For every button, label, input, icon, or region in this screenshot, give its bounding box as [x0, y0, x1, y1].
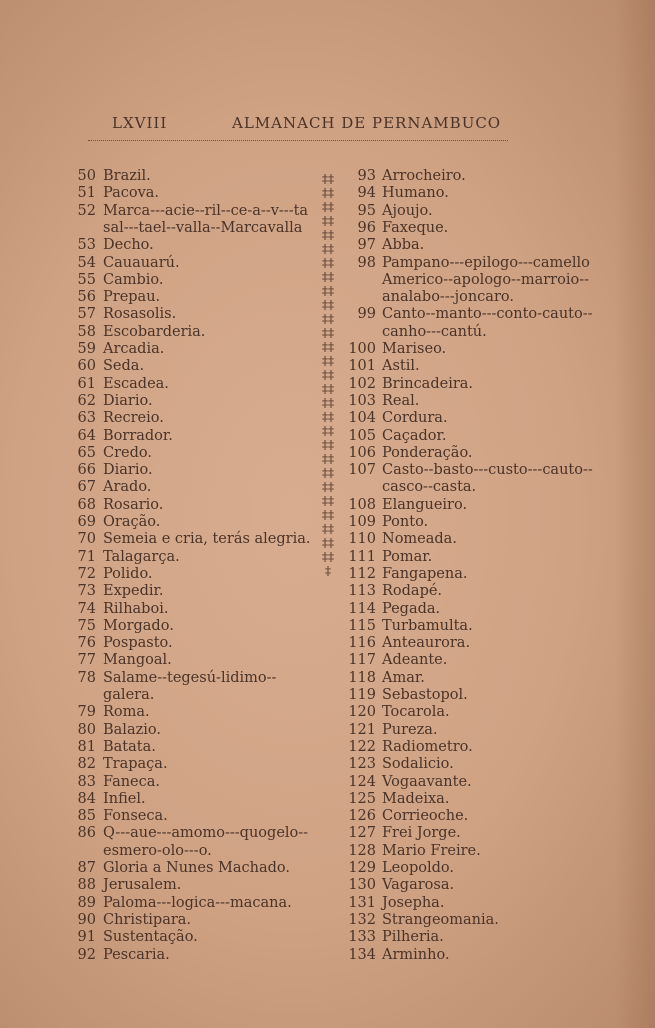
entry-number: 90	[77, 911, 96, 928]
page-edge-shadow	[615, 0, 655, 1028]
entry-number: 132	[348, 911, 376, 928]
entry-number: 60	[77, 358, 96, 375]
entry-number: 80	[77, 721, 96, 738]
entry-text: analabo---joncaro.	[382, 289, 514, 306]
entry-number: 65	[77, 444, 96, 461]
entry-number: 116	[348, 635, 376, 652]
entry-number: 92	[77, 946, 96, 963]
entry-number: 83	[77, 773, 96, 790]
entry-text: Diario.	[103, 392, 153, 409]
entry-text: Decho.	[103, 237, 154, 254]
entry-text: Frei Jorge.	[382, 825, 461, 842]
entry-text: Nomeada.	[382, 531, 457, 548]
entry-text: Borrador.	[103, 427, 173, 444]
entry-number: 57	[77, 306, 96, 323]
entry-text: Sebastopol.	[382, 687, 468, 703]
entry-text: Faxeque.	[382, 219, 449, 236]
entry-number: 78	[77, 669, 96, 686]
entry-number: 104	[348, 410, 376, 427]
entry-text: Casto--basto---custo---cauto--	[382, 462, 593, 479]
entry-text: Americo--apologo--marroio--	[382, 271, 590, 288]
entry-text: casco--casta.	[382, 479, 477, 496]
entry-number: 81	[77, 738, 96, 755]
entry-number: 123	[348, 756, 376, 773]
entry-number: 129	[348, 860, 376, 876]
entry-text: Morgado.	[103, 617, 174, 634]
entry-text: Recreio.	[103, 410, 164, 427]
entry-number: 130	[348, 877, 376, 894]
entry-number: 71	[77, 548, 96, 565]
entry-text: Rosasolis.	[103, 306, 177, 323]
entry-number: 117	[348, 652, 376, 669]
entry-number: 125	[348, 790, 376, 807]
entry-number: 88	[77, 877, 96, 894]
entry-number: 124	[348, 773, 376, 790]
entry-number: 58	[77, 323, 96, 340]
entry-number: 54	[77, 254, 96, 271]
entry-text: Jerusalem.	[103, 877, 182, 894]
entry-text: Arcadia.	[103, 341, 165, 357]
entry-number: 56	[77, 289, 96, 306]
entry-text: Sustentação.	[103, 929, 198, 946]
entry-number: 93	[357, 168, 376, 184]
entry-text: Canto--manto---conto-cauto--	[382, 306, 593, 323]
entry-text: Diario.	[103, 462, 153, 479]
entry-number: 67	[77, 479, 96, 496]
entry-number: 84	[77, 790, 96, 807]
entry-number: 128	[348, 842, 376, 859]
page-header	[0, 114, 655, 138]
entry-text: Semeia e cria, terás alegria.	[103, 531, 311, 548]
entry-number: 105	[348, 427, 376, 444]
entry-text: galera.	[103, 687, 155, 703]
entry-text: Radiometro.	[382, 738, 473, 755]
entry-number: 55	[77, 271, 96, 288]
entry-text: Pomar.	[382, 548, 433, 565]
entry-text: Brincadeira.	[382, 375, 474, 392]
entry-number: 127	[348, 825, 376, 842]
entry-text: esmero-olo---o.	[103, 842, 212, 859]
entry-number: 109	[348, 514, 376, 530]
entry-number: 52	[77, 202, 96, 219]
entry-number: 62	[77, 392, 96, 409]
entry-number: 111	[348, 548, 376, 565]
entry-number: 97	[357, 237, 376, 254]
entry-text: Adeante.	[382, 652, 448, 669]
entry-number: 87	[77, 860, 96, 876]
entry-text: Ajoujo.	[382, 202, 433, 219]
entry-number: 107	[348, 462, 376, 479]
entry-number: 113	[348, 583, 376, 600]
entry-text: Arrocheiro.	[382, 168, 466, 184]
entry-text: Abba.	[382, 237, 425, 254]
entry-text: Vagarosa.	[382, 877, 455, 894]
entry-text: Polido.	[103, 565, 153, 582]
entry-text: Humano.	[382, 185, 449, 202]
entry-text: Trapaça.	[103, 756, 168, 773]
entry-text: Brazil.	[103, 168, 151, 184]
entry-number: 99	[357, 306, 376, 323]
entry-number: 64	[77, 427, 96, 444]
entry-number: 51	[77, 185, 96, 202]
entry-text: Pureza.	[382, 721, 438, 738]
entry-text: Caçador.	[382, 427, 447, 444]
entry-text: Leopoldo.	[382, 860, 454, 876]
entry-number: 103	[348, 392, 376, 409]
entry-text: Josepha.	[382, 894, 445, 911]
entry-text: Fangapena.	[382, 565, 468, 582]
entry-number: 133	[348, 929, 376, 946]
entry-number: 63	[77, 410, 96, 427]
entry-text: Astil.	[382, 358, 420, 375]
entry-text: Credo.	[103, 444, 152, 461]
entry-text: Cauauarú.	[103, 254, 180, 271]
entry-text: Corrieoche.	[382, 808, 469, 825]
entry-number: 115	[348, 617, 376, 634]
entry-number: 131	[348, 894, 376, 911]
entry-number: 73	[77, 583, 96, 600]
entry-text: Vogaavante.	[382, 773, 472, 790]
entry-number: 94	[357, 185, 376, 202]
entry-number: 86	[77, 825, 96, 842]
column-separator: ‡‡‡‡‡‡‡‡‡‡‡‡‡‡‡‡‡‡‡‡‡‡‡‡‡‡‡‡‡‡‡‡‡‡‡‡‡‡‡‡‡‡‡‡‡‡‡‡‡‡‡‡‡‡‡‡‡	[322, 172, 334, 578]
entry-number: 50	[77, 168, 96, 184]
entry-number: 126	[348, 808, 376, 825]
entry-text: Sodalicio.	[382, 756, 454, 773]
entry-text: Strangeomania.	[382, 911, 499, 928]
entry-text: Escadea.	[103, 375, 169, 392]
page-number: LXVIII	[112, 114, 168, 132]
entry-text: Balazio.	[103, 721, 161, 738]
entry-number: 100	[348, 341, 376, 357]
page-title: ALMANACH DE PERNAMBUCO	[232, 114, 502, 132]
entry-text: Ponto.	[382, 514, 429, 530]
entry-number: 69	[77, 514, 96, 530]
entry-number: 120	[348, 704, 376, 721]
entry-text: Marca---acie--ril--ce-a--v---ta	[103, 202, 309, 219]
entry-text: Cambio.	[103, 271, 164, 288]
entry-number: 74	[77, 600, 96, 617]
entry-text: Escobarderia.	[103, 323, 206, 340]
entry-text: Mariseo.	[382, 341, 447, 357]
entry-text: Faneca.	[103, 773, 161, 790]
entry-text: Tocarola.	[382, 704, 450, 721]
entry-text: Amar.	[382, 669, 425, 686]
entry-number: 61	[77, 375, 96, 392]
entry-text: Cordura.	[382, 410, 448, 427]
entry-text: Pampano---epilogo---camello	[382, 254, 590, 271]
entry-number: 114	[348, 600, 376, 617]
entry-number: 75	[77, 617, 96, 634]
entry-text: Pilheria.	[382, 929, 444, 946]
entry-text: Oração.	[103, 514, 161, 530]
entry-number: 118	[348, 669, 376, 686]
entry-text: Pescaria.	[103, 946, 170, 963]
entry-text: Arminho.	[382, 946, 450, 963]
entry-text: Infiel.	[103, 790, 146, 807]
entry-text: Pegada.	[382, 600, 441, 617]
entry-number: 101	[348, 358, 376, 375]
entry-number: 82	[77, 756, 96, 773]
entry-text: Mangoal.	[103, 652, 172, 669]
entry-text: Fonseca.	[103, 808, 168, 825]
entry-text: Talagarça.	[103, 548, 180, 565]
entry-text: Pospasto.	[103, 635, 173, 652]
entry-text: Turbamulta.	[382, 617, 473, 634]
entry-text: canho---cantú.	[382, 323, 487, 340]
entry-text: Pacova.	[103, 185, 160, 202]
entry-number: 70	[77, 531, 96, 548]
entry-text: Seda.	[103, 358, 145, 375]
entry-text: Rilhaboi.	[103, 600, 169, 617]
entry-text: Salame--tegesú-lidimo--	[103, 669, 277, 686]
entry-text: Mario Freire.	[382, 842, 481, 859]
entry-text: Ponderação.	[382, 444, 473, 461]
entry-text: Madeixa.	[382, 790, 450, 807]
entry-text: Rodapé.	[382, 583, 443, 600]
entry-number: 59	[77, 341, 96, 357]
entry-text: Prepau.	[103, 289, 161, 306]
entry-text: Anteaurora.	[382, 635, 471, 652]
entry-text: Roma.	[103, 704, 150, 721]
entry-text: Real.	[382, 392, 420, 409]
entry-number: 89	[77, 894, 96, 911]
entry-number: 102	[348, 375, 376, 392]
entry-text: Paloma---logica---macana.	[103, 894, 292, 911]
entry-text: sal---tael--valla--Marcavalla	[103, 219, 303, 236]
entry-text: Elangueiro.	[382, 496, 468, 513]
entry-number: 110	[348, 531, 376, 548]
entry-number: 122	[348, 738, 376, 755]
entry-number: 72	[77, 565, 96, 582]
entry-number: 112	[348, 565, 376, 582]
entry-number: 66	[77, 462, 96, 479]
entry-number: 85	[77, 808, 96, 825]
entry-number: 98	[357, 254, 376, 271]
entry-text: Rosario.	[103, 496, 164, 513]
entry-number: 119	[348, 687, 376, 703]
entry-text: Christipara.	[103, 911, 192, 928]
entry-text: Gloria a Nunes Machado.	[103, 860, 290, 876]
entry-number: 91	[77, 929, 96, 946]
entry-number: 106	[348, 444, 376, 461]
entry-number: 68	[77, 496, 96, 513]
entry-number: 53	[77, 237, 96, 254]
entry-number: 95	[357, 202, 376, 219]
entry-number: 121	[348, 721, 376, 738]
entry-text: Batata.	[103, 738, 156, 755]
entry-number: 77	[77, 652, 96, 669]
entry-number: 108	[348, 496, 376, 513]
header-rule	[88, 140, 508, 141]
entry-number: 76	[77, 635, 96, 652]
entry-text: Arado.	[103, 479, 152, 496]
entry-text: Expedir.	[103, 583, 164, 600]
entry-number: 79	[77, 704, 96, 721]
entry-text: Q---aue---amomo---quogelo--	[103, 825, 309, 842]
entry-number: 96	[357, 219, 376, 236]
entry-number: 134	[348, 946, 376, 963]
